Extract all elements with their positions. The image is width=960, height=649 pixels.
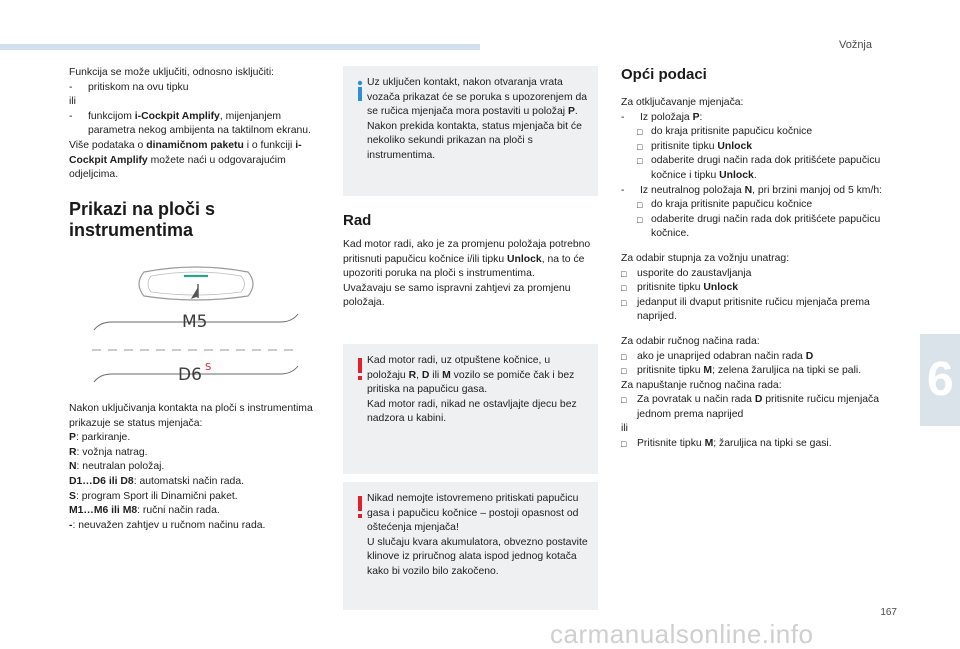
heading-instrument-displays: Prikazi na ploči s instrumentima — [69, 198, 216, 240]
warning-text-2: U slučaju kvara akumulatora, obvezno postavite klinove iz priručnog alata ispod jednog kotača kako bi vozilo bilo zakočeno. — [367, 536, 588, 577]
list-item: □ Za povratak u način rada D pritisnite ručicu mjenjača jednom prema naprijed — [621, 393, 883, 422]
column-left — [69, 66, 321, 241]
heading-general: Opći podaci — [621, 66, 707, 83]
info-text: Uz uključen kontakt, nakon otvaranja vrata vozača prikazat će se poruka s upozorenjem da se ručica mjenjača mora postaviti u položaj P. — [367, 77, 588, 118]
reverse-intro: Za odabir stupnja za vožnju unatrag: — [621, 252, 790, 264]
header-bar — [0, 44, 480, 50]
list-item: □ ako je unaprijed odabran način rada D — [621, 350, 883, 365]
instrument-panel-illustration — [88, 264, 304, 396]
display-sport-s: S — [205, 362, 212, 373]
status-item: N: neutralan položaj. — [69, 461, 165, 473]
chapter-tab — [920, 334, 960, 426]
list-item: □ pritisnite tipku Unlock — [621, 281, 883, 296]
info-box — [343, 66, 598, 196]
list-item: □ usporite do zaustavljanja — [621, 267, 883, 282]
list-item: □ jedanput ili dvaput pritisnite ručicu mjenjača prema naprijed. — [621, 296, 883, 325]
rad-section — [343, 212, 598, 311]
warning-box-1 — [343, 344, 598, 474]
list-item: □ do kraja pritisnite papučicu kočnice — [621, 198, 883, 213]
rad-body: Kad motor radi, ako je za promjenu položaja potrebno pritisnuti papučicu kočnice i/ili tipku Unlock, na to će upozoriti poruka na ploči s instrumentima. — [343, 239, 591, 280]
exit-intro: Za napuštanje ručnog načina rada: — [621, 379, 782, 391]
list-item: □ Pritisnite tipku M; žaruljica na tipki se gasi. — [621, 437, 883, 452]
list-item: □ odaberite drugi način rada dok pritišćete papučicu kočnice i tipku Unlock. — [621, 154, 883, 183]
chapter-number: 6 — [927, 353, 954, 406]
list-item: - Iz neutralnog položaja N, pri brzini manjoj od 5 km/h: — [621, 184, 883, 199]
list-item: □ pritisnite tipku Unlock — [621, 140, 883, 155]
manual-intro: Za odabir ručnog načina rada: — [621, 335, 760, 347]
page-number: 167 — [880, 607, 897, 618]
warning-text-2: Kad motor radi, nikad ne ostavljajte djecu bez nadzora u kabini. — [367, 398, 577, 425]
display-d6: D6 — [178, 365, 202, 385]
or-text: ili — [621, 423, 628, 435]
status-list — [69, 402, 321, 533]
rad-body-2: Uvažavaju se samo ispravni zahtjevi za promjenu položaja. — [343, 282, 571, 309]
list-item: □ pritisnite tipku M; zelena žaruljica na tipki se pali. — [621, 364, 883, 379]
unlock-intro: Za otključavanje mjenjača: — [621, 97, 744, 108]
status-item: S: program Sport ili Dinamični paket. — [69, 490, 238, 502]
column-right — [621, 66, 883, 452]
status-item: D1…D6 ili D8: automatski način rada. — [69, 475, 245, 487]
status-item: M1…M6 ili M8: ručni način rada. — [69, 505, 220, 517]
status-item: R: vožnja natrag. — [69, 446, 148, 458]
list-item: - pritiskom na ovu tipku — [69, 81, 321, 96]
list-item: □ do kraja pritisnite papučicu kočnice — [621, 125, 883, 140]
list-item: - funkcijom i-Cockpit Amplify, mijenjanjem parametra nekog ambijenta na taktilnom ekranu. — [69, 110, 321, 139]
intro-line: Funkcija se može uključiti, odnosno isključiti: — [69, 67, 275, 78]
heading-rad: Rad — [343, 212, 372, 229]
status-item: -: neuvažen zahtjev u ručnom načinu rada. — [69, 519, 266, 531]
display-m5: M5 — [182, 312, 208, 332]
info-text-2: Nakon prekida kontakta, status mjenjača bit će nekoliko sekundi prikazan na ploči s instrumentima. — [367, 120, 582, 161]
list-item: - Iz položaja P: — [621, 111, 883, 126]
status-item: P: parkiranje. — [69, 432, 131, 444]
more-info: Više podataka o dinamičnom paketu i o funkciji i-Cockpit Amplify možete naći u odgovarajućim odjeljcima. — [69, 139, 302, 181]
section-title: Vožnja — [838, 39, 872, 51]
list-item: □ odaberite drugi način rada dok pritišćete papučicu kočnice. — [621, 213, 883, 242]
watermark: carmanualsonline.info — [550, 619, 814, 649]
warning-box-2 — [343, 482, 598, 610]
warning-text: Nikad nemojte istovremeno pritiskati papučicu gasa i papučicu kočnice – postoji opasnost od oštećenja mjenjača! — [367, 493, 579, 534]
or-text: ili — [69, 96, 76, 108]
warning-text: Kad motor radi, uz otpuštene kočnice, u položaju R, D ili M vozilo se pomiče čak i bez pritiska na papučicu gasa. — [367, 355, 575, 396]
finger-press-icon — [192, 288, 198, 298]
status-intro: Nakon uključivanja kontakta na ploči s instrumentima prikazuje se status mjenjača: — [69, 403, 313, 429]
